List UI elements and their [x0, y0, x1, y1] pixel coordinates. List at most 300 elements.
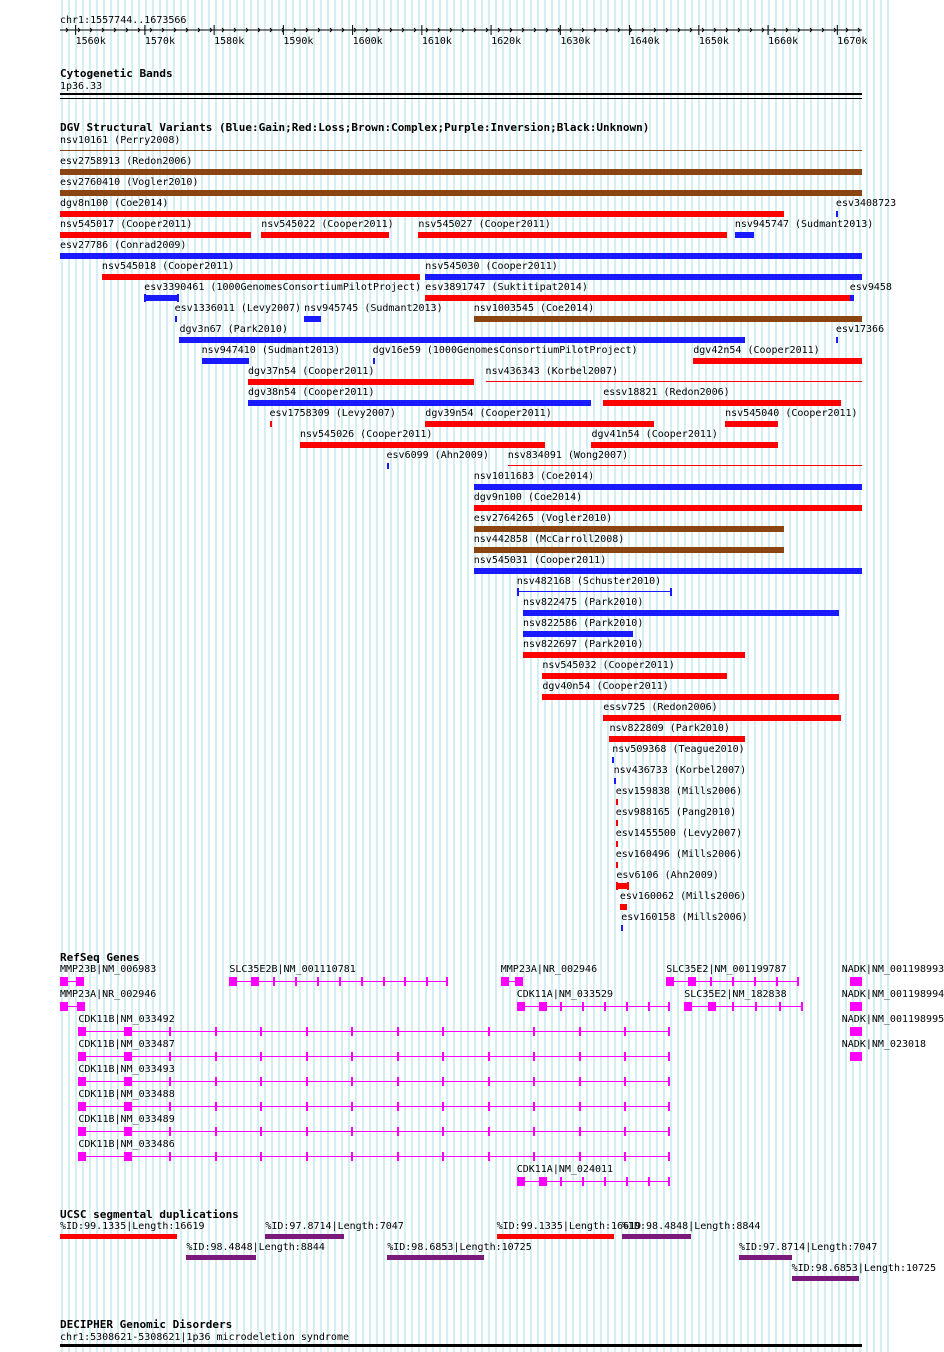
dgv-feature-bar[interactable] — [60, 190, 862, 196]
ruler[interactable] — [0, 0, 890, 50]
dgv-feature-bar[interactable] — [175, 316, 177, 322]
dgv-feature-label: dgv38n54 (Cooper2011) — [248, 387, 375, 398]
dgv-feature-label: esv1455500 (Levy2007) — [615, 828, 743, 839]
dgv-feature-label: esv27786 (Conrad2009) — [60, 240, 187, 251]
gene-exon[interactable] — [260, 1077, 262, 1086]
dgv-feature-label: esv988165 (Pang2010) — [615, 807, 737, 818]
dgv-feature-bar[interactable] — [523, 610, 839, 616]
cytoband-track-title[interactable]: Cytogenetic Bands — [60, 67, 173, 80]
ruler-tick-label: 1610k — [421, 36, 452, 47]
gene-exon[interactable] — [76, 977, 84, 986]
dgv-feature-bar[interactable] — [425, 421, 654, 427]
segdup-bar[interactable] — [622, 1234, 691, 1239]
gene-exon[interactable] — [488, 1102, 490, 1111]
gene-exon[interactable] — [579, 1152, 581, 1161]
dgv-feature-bar[interactable] — [202, 358, 249, 364]
dgv-feature-bar[interactable] — [616, 841, 618, 847]
gene-exon[interactable] — [306, 1027, 308, 1036]
gene-exon[interactable] — [260, 1152, 262, 1161]
dgv-feature-bar[interactable] — [616, 820, 618, 826]
gene-exon[interactable] — [215, 1052, 217, 1061]
gene-exon[interactable] — [515, 977, 523, 986]
gene-exon[interactable] — [229, 977, 237, 986]
gene-label: CDK11B|NM_033488 — [78, 1089, 175, 1100]
gene-exon[interactable] — [169, 1127, 171, 1136]
gene-exon[interactable] — [442, 1077, 444, 1086]
gene-exon[interactable] — [533, 1077, 535, 1086]
gene-label: MMP23A|NR_002946 — [60, 989, 157, 1000]
gene-exon[interactable] — [442, 1102, 444, 1111]
dgv-feature-label: esv1336011 (Levy2007) — [174, 303, 302, 314]
dgv-feature-bar[interactable] — [609, 736, 745, 742]
gene-exon[interactable] — [668, 1102, 670, 1111]
dgv-feature-bar[interactable] — [620, 904, 628, 910]
dgv-feature-bar[interactable] — [603, 715, 841, 721]
gene-exon[interactable] — [779, 1002, 781, 1011]
gene-label: CDK11B|NM_033492 — [78, 1014, 175, 1025]
gene-exon[interactable] — [732, 977, 734, 986]
gene-exon[interactable] — [854, 1027, 862, 1036]
gene-exon[interactable] — [533, 1052, 535, 1061]
gene-exon[interactable] — [397, 1052, 399, 1061]
gene-exon[interactable] — [579, 1052, 581, 1061]
dgv-feature-bar[interactable] — [425, 295, 854, 301]
gene-exon[interactable] — [60, 1002, 68, 1011]
dgv-feature-label: nsv545030 (Cooper2011) — [425, 261, 558, 272]
gene-exon[interactable] — [560, 1002, 562, 1011]
dgv-feature-bar[interactable] — [144, 295, 177, 301]
gene-exon[interactable] — [397, 1102, 399, 1111]
dgv-feature-label: nsv545027 (Cooper2011) — [418, 219, 551, 230]
dgv-feature-bar[interactable] — [248, 379, 474, 385]
gene-exon[interactable] — [317, 977, 319, 986]
gene-exon[interactable] — [78, 1077, 86, 1086]
gene-exon[interactable] — [78, 1027, 86, 1036]
segdup-bar[interactable] — [186, 1255, 256, 1260]
cytoband-label: 1p36.33 — [60, 81, 103, 92]
gene-exon[interactable] — [397, 1027, 399, 1036]
gene-exon[interactable] — [668, 1002, 670, 1011]
dgv-feature-bar[interactable] — [474, 316, 862, 322]
gene-exon[interactable] — [533, 1127, 535, 1136]
gene-exon[interactable] — [351, 1127, 353, 1136]
gene-exon[interactable] — [169, 1052, 171, 1061]
gene-exon[interactable] — [755, 1002, 757, 1011]
dgv-feature-end[interactable] — [670, 588, 672, 596]
dgv-feature-label: nsv945747 (Sudmant2013) — [734, 219, 874, 230]
gene-label: CDK11A|NM_033529 — [516, 989, 614, 1000]
dgv-feature-label: nsv442858 (McCarroll2008) — [473, 534, 625, 545]
gene-exon[interactable] — [626, 1177, 628, 1186]
gene-label: NADK|NM_001198994 — [841, 989, 944, 1000]
gene-exon[interactable] — [77, 1002, 85, 1011]
gene-exon[interactable] — [626, 1002, 628, 1011]
dgv-feature-label: esv159838 (Mills2006) — [615, 786, 743, 797]
dgv-feature-bar[interactable] — [261, 232, 389, 238]
dgv-feature-bar[interactable] — [418, 232, 726, 238]
dgv-feature-label: esv2758913 (Redon2006) — [60, 156, 193, 167]
dgv-feature-label: nsv822475 (Park2010) — [522, 597, 644, 608]
gene-intron[interactable] — [684, 1006, 802, 1007]
gene-exon[interactable] — [78, 1127, 86, 1136]
gene-exon[interactable] — [404, 977, 406, 986]
gene-exon[interactable] — [251, 977, 259, 986]
dgv-feature-bar[interactable] — [836, 337, 838, 343]
dgv-feature-bar[interactable] — [621, 925, 623, 931]
gene-exon[interactable] — [776, 977, 778, 986]
gene-intron[interactable] — [78, 1031, 669, 1032]
dgv-feature-label: esv1758309 (Levy2007) — [269, 408, 396, 419]
gene-exon[interactable] — [442, 1152, 444, 1161]
gene-exon[interactable] — [397, 1152, 399, 1161]
segdup-label: %ID:98.4848|Length:8844 — [186, 1242, 325, 1253]
gene-exon[interactable] — [668, 1052, 670, 1061]
gene-exon[interactable] — [260, 1027, 262, 1036]
gene-exon[interactable] — [732, 1002, 734, 1011]
gene-exon[interactable] — [215, 1077, 217, 1086]
gene-exon[interactable] — [124, 1052, 132, 1061]
dgv-feature-end[interactable] — [144, 294, 146, 302]
dgv-feature-end[interactable] — [627, 882, 629, 890]
gene-exon[interactable] — [517, 1002, 525, 1011]
gene-exon[interactable] — [426, 977, 428, 986]
dgv-feature-bar[interactable] — [270, 421, 272, 427]
gene-exon[interactable] — [624, 1077, 626, 1086]
segdup-bar[interactable] — [265, 1234, 343, 1239]
gene-exon[interactable] — [215, 1027, 217, 1036]
gene-exon[interactable] — [260, 1052, 262, 1061]
gene-exon[interactable] — [754, 977, 756, 986]
gene-exon[interactable] — [397, 1077, 399, 1086]
gene-exon[interactable] — [260, 1127, 262, 1136]
decipher-track-title[interactable]: DECIPHER Genomic Disorders — [60, 1318, 233, 1331]
gene-exon[interactable] — [306, 1077, 308, 1086]
dgv-feature-label: esv2760410 (Vogler2010) — [60, 177, 199, 188]
dgv-feature-label: esv160496 (Mills2006) — [615, 849, 743, 860]
gene-exon[interactable] — [801, 1002, 803, 1011]
gene-exon[interactable] — [854, 1002, 862, 1011]
gene-exon[interactable] — [582, 1002, 584, 1011]
dgv-feature-end[interactable] — [177, 294, 179, 302]
ruler-tick-label: 1570k — [144, 36, 175, 47]
gene-exon[interactable] — [684, 1002, 692, 1011]
dgv-feature-label: esv160158 (Mills2006) — [621, 912, 748, 923]
dgv-feature-bar[interactable] — [300, 442, 545, 448]
dgv-feature-label: nsv436733 (Korbel2007) — [613, 765, 747, 776]
dgv-feature-label: nsv822809 (Park2010) — [609, 723, 730, 734]
gene-exon[interactable] — [797, 977, 799, 986]
segdup-bar[interactable] — [387, 1255, 484, 1260]
gene-exon[interactable] — [215, 1127, 217, 1136]
gene-exon[interactable] — [517, 1177, 525, 1186]
dgv-feature-label: dgv41n54 (Cooper2011) — [591, 429, 718, 440]
gene-exon[interactable] — [169, 1077, 171, 1086]
gene-exon[interactable] — [539, 1177, 547, 1186]
gene-exon[interactable] — [533, 1152, 535, 1161]
segdup-label: %ID:97.8714|Length:7047 — [265, 1221, 404, 1232]
gene-exon[interactable] — [306, 1152, 308, 1161]
gene-label: NADK|NM_001198995 — [841, 1014, 944, 1025]
dgv-feature-label: esv3390461 (1000GenomesConsortiumPilotProject) — [144, 282, 422, 293]
dgv-feature-label: nsv545026 (Cooper2011) — [299, 429, 433, 440]
gene-exon[interactable] — [579, 1127, 581, 1136]
dgv-track-title[interactable]: DGV Structural Variants (Blue:Gain;Red:Loss;Brown:Complex;Purple:Inversion;Black:Unknown) — [60, 121, 650, 134]
gene-exon[interactable] — [442, 1027, 444, 1036]
gene-exon[interactable] — [339, 977, 341, 986]
segdup-label: %ID:99.1335|Length:16619 — [60, 1221, 205, 1232]
ruler-tick-label: 1620k — [491, 36, 522, 47]
dgv-feature-bar[interactable] — [248, 400, 591, 406]
gene-intron[interactable] — [78, 1081, 669, 1082]
dgv-feature-label: dgv42n54 (Cooper2011) — [693, 345, 820, 356]
gene-exon[interactable] — [539, 1002, 547, 1011]
gene-exon[interactable] — [361, 977, 363, 986]
gene-exon[interactable] — [169, 1152, 171, 1161]
segdup-bar[interactable] — [497, 1234, 614, 1239]
gene-label: MMP23A|NR_002946 — [500, 964, 598, 975]
gene-label: NADK|NM_001198993 — [841, 964, 944, 975]
segdup-track-title[interactable]: UCSC segmental duplications — [60, 1208, 239, 1221]
gene-intron[interactable] — [78, 1156, 669, 1157]
dgv-feature-bar[interactable] — [60, 169, 862, 175]
dgv-feature-bar[interactable] — [523, 652, 745, 658]
dgv-feature-bar[interactable] — [60, 211, 784, 217]
ruler-tick-label: 1630k — [560, 36, 591, 47]
gene-exon[interactable] — [579, 1027, 581, 1036]
gene-exon[interactable] — [351, 1152, 353, 1161]
gene-exon[interactable] — [854, 1052, 862, 1061]
dgv-feature-bar[interactable] — [60, 150, 862, 151]
segdup-label: %ID:98.6853|Length:10725 — [387, 1242, 532, 1253]
gene-exon[interactable] — [668, 1077, 670, 1086]
gene-label: SLC35E2B|NM_001110781 — [229, 964, 356, 975]
dgv-feature-label: nsv947410 (Sudmant2013) — [201, 345, 341, 356]
gene-exon[interactable] — [78, 1152, 86, 1161]
dgv-feature-bar[interactable] — [60, 232, 251, 238]
dgv-feature-bar[interactable] — [542, 673, 726, 679]
gene-label: SLC35E2|NM_001199787 — [666, 964, 787, 975]
gene-exon[interactable] — [306, 1127, 308, 1136]
dgv-feature-bar[interactable] — [474, 547, 784, 553]
gene-exon[interactable] — [488, 1077, 490, 1086]
gene-label: CDK11B|NM_033493 — [78, 1064, 175, 1075]
dgv-feature-bar[interactable] — [836, 211, 838, 217]
decipher-label: chr1:5308621-5308621|1p36 microdeletion syndrome — [60, 1332, 349, 1343]
dgv-feature-bar[interactable] — [591, 442, 778, 448]
dgv-feature-bar[interactable] — [616, 799, 618, 805]
gene-exon[interactable] — [582, 1177, 584, 1186]
gene-exon[interactable] — [124, 1077, 132, 1086]
gene-exon[interactable] — [668, 1027, 670, 1036]
dgv-feature-bar[interactable] — [735, 232, 754, 238]
gene-exon[interactable] — [501, 977, 509, 986]
gene-exon[interactable] — [488, 1152, 490, 1161]
dgv-feature-label: esv3408723 — [835, 198, 897, 209]
gene-intron[interactable] — [78, 1131, 669, 1132]
dgv-feature-label: esv6106 (Ahn2009) — [616, 870, 719, 881]
ruler-tick-label: 1590k — [283, 36, 314, 47]
gene-exon[interactable] — [604, 1177, 606, 1186]
dgv-feature-label: nsv482168 (Schuster2010) — [516, 576, 662, 587]
gene-exon[interactable] — [78, 1102, 86, 1111]
dgv-feature-bar[interactable] — [387, 463, 389, 469]
dgv-feature-label: dgv40n54 (Cooper2011) — [542, 681, 669, 692]
gene-label: CDK11B|NM_033487 — [78, 1039, 175, 1050]
gene-exon[interactable] — [397, 1127, 399, 1136]
dgv-feature-bar[interactable] — [850, 295, 854, 301]
dgv-feature-bar[interactable] — [486, 381, 862, 382]
dgv-feature-bar[interactable] — [474, 505, 862, 511]
dgv-feature-bar[interactable] — [373, 358, 376, 364]
gene-exon[interactable] — [383, 977, 385, 986]
gene-exon[interactable] — [60, 977, 68, 986]
gene-intron[interactable] — [78, 1106, 669, 1107]
dgv-feature-end[interactable] — [517, 588, 519, 596]
dgv-feature-bar[interactable] — [603, 400, 841, 406]
gene-exon[interactable] — [442, 1127, 444, 1136]
dgv-feature-bar[interactable] — [304, 316, 321, 322]
dgv-feature-label: nsv834091 (Wong2007) — [507, 450, 629, 461]
dgv-feature-bar[interactable] — [425, 274, 862, 280]
dgv-feature-label: esv6099 (Ahn2009) — [386, 450, 489, 461]
gene-exon[interactable] — [351, 1027, 353, 1036]
dgv-feature-bar[interactable] — [474, 526, 784, 532]
dgv-feature-label: nsv1011683 (Coe2014) — [473, 471, 595, 482]
dgv-feature-label: essv725 (Redon2006) — [603, 702, 718, 713]
dgv-feature-label: nsv509368 (Teague2010) — [612, 744, 745, 755]
ruler-tick-label: 1640k — [629, 36, 660, 47]
dgv-feature-label: nsv822586 (Park2010) — [522, 618, 644, 629]
gene-exon[interactable] — [624, 1152, 626, 1161]
segdup-bar[interactable] — [739, 1255, 792, 1260]
gene-label: CDK11B|NM_033489 — [78, 1114, 175, 1125]
dgv-feature-bar[interactable] — [725, 421, 778, 427]
dgv-feature-bar[interactable] — [616, 862, 618, 868]
segdup-bar[interactable] — [60, 1234, 177, 1239]
dgv-feature-label: nsv436343 (Korbel2007) — [485, 366, 618, 377]
dgv-feature-bar[interactable] — [102, 274, 420, 280]
gene-exon[interactable] — [688, 977, 696, 986]
gene-exon[interactable] — [306, 1102, 308, 1111]
gene-exon[interactable] — [351, 1077, 353, 1086]
dgv-feature-label: esv3891747 (Suktitipat2014) — [425, 282, 588, 293]
dgv-feature-connector[interactable] — [616, 885, 627, 886]
gene-label: MMP23B|NM_006983 — [60, 964, 157, 975]
gene-exon[interactable] — [668, 1152, 670, 1161]
segdup-label: %ID:97.8714|Length:7047 — [738, 1242, 878, 1253]
gene-exon[interactable] — [351, 1102, 353, 1111]
dgv-feature-bar[interactable] — [474, 484, 862, 490]
gene-exon[interactable] — [306, 1052, 308, 1061]
gene-exon[interactable] — [579, 1077, 581, 1086]
cytoband-bar[interactable] — [60, 93, 862, 95]
gene-exon[interactable] — [446, 977, 448, 986]
dgv-feature-label: dgv16e59 (1000GenomesConsortiumPilotProject) — [372, 345, 638, 356]
gene-exon[interactable] — [169, 1027, 171, 1036]
gene-exon[interactable] — [215, 1102, 217, 1111]
dgv-feature-label: nsv545018 (Cooper2011) — [101, 261, 235, 272]
gene-exon[interactable] — [624, 1027, 626, 1036]
gene-exon[interactable] — [78, 1052, 86, 1061]
gene-label: NADK|NM_023018 — [841, 1039, 927, 1050]
coordinate-label: chr1:1557744..1673566 — [60, 15, 187, 26]
gene-exon[interactable] — [533, 1102, 535, 1111]
gene-exon[interactable] — [533, 1027, 535, 1036]
dgv-feature-bar[interactable] — [179, 337, 745, 343]
dgv-feature-label: esv17366 — [835, 324, 885, 335]
dgv-feature-label: dgv39n54 (Cooper2011) — [425, 408, 552, 419]
segdup-label: %ID:98.4848|Length:8844 — [621, 1221, 761, 1232]
dgv-feature-bar[interactable] — [517, 591, 670, 592]
gene-exon[interactable] — [124, 1152, 132, 1161]
gene-exon[interactable] — [624, 1127, 626, 1136]
gene-exon[interactable] — [124, 1027, 132, 1036]
gene-exon[interactable] — [215, 1152, 217, 1161]
gene-exon[interactable] — [124, 1127, 132, 1136]
gene-exon[interactable] — [710, 977, 712, 986]
decipher-bar[interactable] — [60, 1344, 862, 1347]
gene-exon[interactable] — [124, 1102, 132, 1111]
dgv-feature-bar[interactable] — [523, 631, 633, 637]
dgv-feature-bar[interactable] — [474, 568, 862, 574]
gene-label: CDK11A|NM_024011 — [516, 1164, 614, 1175]
gene-exon[interactable] — [295, 977, 297, 986]
gene-intron[interactable] — [78, 1056, 669, 1057]
dgv-feature-end[interactable] — [616, 882, 618, 890]
gene-exon[interactable] — [604, 1002, 606, 1011]
segdup-label: %ID:98.6853|Length:10725 — [791, 1263, 937, 1274]
dgv-feature-bar[interactable] — [60, 253, 862, 259]
gene-exon[interactable] — [666, 977, 674, 986]
dgv-feature-label: esv9458 — [849, 282, 892, 293]
dgv-feature-bar[interactable] — [508, 465, 862, 466]
gene-exon[interactable] — [579, 1102, 581, 1111]
gene-exon[interactable] — [648, 1177, 650, 1186]
dgv-feature-bar[interactable] — [614, 778, 616, 784]
gene-exon[interactable] — [442, 1052, 444, 1061]
gene-exon[interactable] — [624, 1052, 626, 1061]
ruler-tick-label: 1560k — [75, 36, 106, 47]
gene-exon[interactable] — [668, 1127, 670, 1136]
gene-exon[interactable] — [351, 1052, 353, 1061]
dgv-feature-label: dgv8n100 (Coe2014) — [60, 198, 169, 209]
gene-exon[interactable] — [488, 1127, 490, 1136]
gene-exon[interactable] — [854, 977, 862, 986]
gene-label: CDK11B|NM_033486 — [78, 1139, 175, 1150]
gene-exon[interactable] — [648, 1002, 650, 1011]
segdup-bar[interactable] — [792, 1276, 860, 1281]
gene-exon[interactable] — [488, 1027, 490, 1036]
dgv-feature-label: nsv1003545 (Coe2014) — [473, 303, 595, 314]
gene-exon[interactable] — [488, 1052, 490, 1061]
gene-exon[interactable] — [708, 1002, 716, 1011]
dgv-feature-connector[interactable] — [144, 297, 177, 298]
dgv-feature-label: nsv545017 (Cooper2011) — [60, 219, 193, 230]
dgv-feature-bar[interactable] — [542, 694, 839, 700]
gene-exon[interactable] — [624, 1102, 626, 1111]
gene-label: SLC35E2|NM_182838 — [684, 989, 787, 1000]
gene-exon[interactable] — [260, 1102, 262, 1111]
refseq-track-title[interactable]: RefSeq Genes — [60, 951, 140, 964]
dgv-feature-bar[interactable] — [693, 358, 862, 364]
ruler-tick-label: 1600k — [352, 36, 383, 47]
gene-exon[interactable] — [169, 1102, 171, 1111]
gene-exon[interactable] — [668, 1177, 670, 1186]
dgv-feature-bar[interactable] — [612, 757, 614, 763]
gene-exon[interactable] — [273, 977, 275, 986]
gene-exon[interactable] — [560, 1177, 562, 1186]
dgv-feature-label: dgv3n67 (Park2010) — [179, 324, 288, 335]
